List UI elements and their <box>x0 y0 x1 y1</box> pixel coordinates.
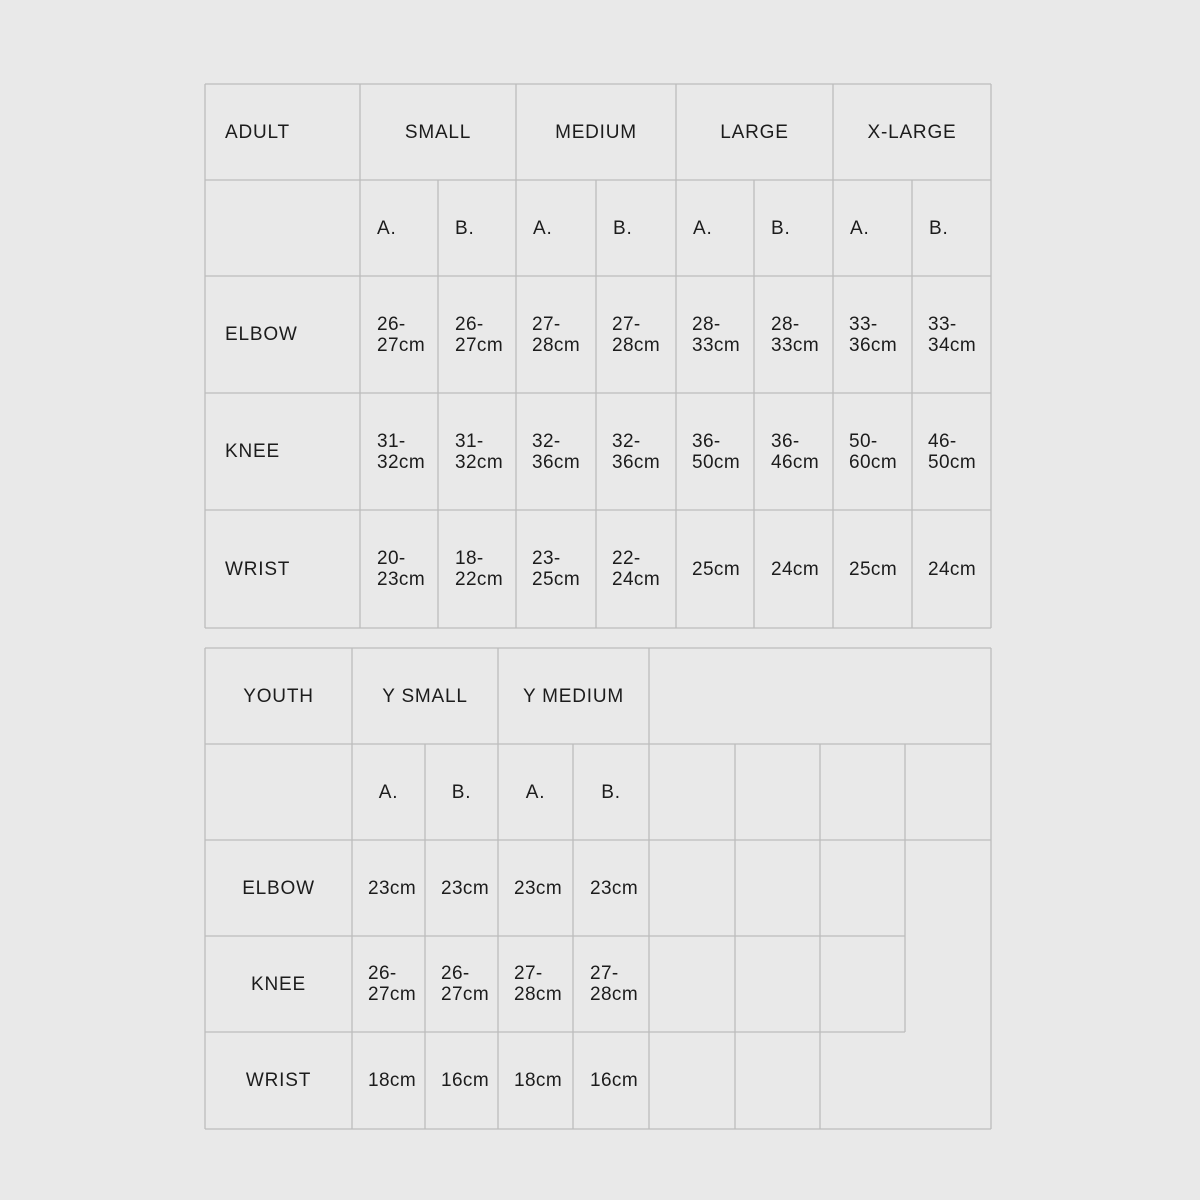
size-header-y-small: Y SMALL <box>382 685 468 707</box>
sub-header: A. <box>533 217 553 239</box>
sub-header: B. <box>771 217 791 239</box>
table-cell: 27- 28cm <box>612 313 661 356</box>
table-cell: 25cm <box>692 558 741 580</box>
table-cell: 26- 27cm <box>455 313 504 356</box>
row-label-wrist: WRIST <box>245 1070 312 1091</box>
table-cell: 27- 28cm <box>590 963 639 1005</box>
table-cell: 27- 28cm <box>532 313 581 356</box>
table-cell: 23cm <box>368 877 417 899</box>
table-cell: 18- 22cm <box>455 548 504 590</box>
sub-header: A. <box>693 217 713 239</box>
table-cell: 33- 34cm <box>928 313 977 356</box>
table-cell: 23- 25cm <box>532 548 581 590</box>
table-cell: 33- 36cm <box>849 313 898 356</box>
sub-header: B. <box>455 217 475 239</box>
sub-header: A. <box>377 217 397 239</box>
sub-header: A. <box>525 781 546 803</box>
table-cell: 36- 46cm <box>771 430 820 473</box>
table-cell: 46- 50cm <box>928 430 977 473</box>
table-cell: 26- 27cm <box>441 963 490 1005</box>
size-header-large: LARGE <box>720 121 789 143</box>
sub-header: A. <box>850 217 870 239</box>
size-header-y-medium: Y MEDIUM <box>522 685 625 707</box>
table-cell: 27- 28cm <box>514 963 563 1005</box>
sub-header: B. <box>929 217 949 239</box>
table-cell: 16cm <box>441 1070 490 1091</box>
sub-header: B. <box>601 781 621 803</box>
adult-table-title: ADULT <box>225 121 290 143</box>
youth-table-title: YOUTH <box>243 685 314 707</box>
table-cell: 18cm <box>514 1070 563 1091</box>
table-cell: 25cm <box>849 558 898 580</box>
table-cell: 26- 27cm <box>368 963 417 1005</box>
table-cell: 23cm <box>590 877 639 899</box>
table-cell: 20- 23cm <box>377 548 426 590</box>
table-cell: 16cm <box>590 1070 639 1091</box>
row-label-knee: KNEE <box>225 441 280 462</box>
table-cell: 32- 36cm <box>532 430 581 473</box>
table-cell: 36- 50cm <box>692 430 741 473</box>
table-cell: 24cm <box>771 558 820 580</box>
table-cell: 23cm <box>514 877 563 899</box>
table-cell: 24cm <box>928 558 977 580</box>
table-cell: 31- 32cm <box>455 430 504 473</box>
sub-header: B. <box>613 217 633 239</box>
table-cell: 23cm <box>441 877 490 899</box>
table-cell: 28- 33cm <box>771 313 820 356</box>
row-label-knee: KNEE <box>251 973 306 995</box>
row-label-elbow: ELBOW <box>242 877 315 899</box>
table-cell: 26- 27cm <box>377 313 426 356</box>
table-cell: 18cm <box>368 1070 417 1091</box>
row-label-elbow: ELBOW <box>225 324 298 345</box>
table-cell: 50- 60cm <box>849 430 898 473</box>
table-cell: 32- 36cm <box>612 430 661 473</box>
table-cell: 28- 33cm <box>692 313 741 356</box>
row-label-wrist: WRIST <box>225 558 291 580</box>
table-cell: 22- 24cm <box>612 548 661 590</box>
size-header-x-large: X-LARGE <box>867 121 957 143</box>
size-header-small: SMALL <box>404 121 472 143</box>
table-cell: 31- 32cm <box>377 430 426 473</box>
size-header-medium: MEDIUM <box>555 121 637 143</box>
sub-header: A. <box>378 781 399 803</box>
sub-header: B. <box>451 781 472 803</box>
